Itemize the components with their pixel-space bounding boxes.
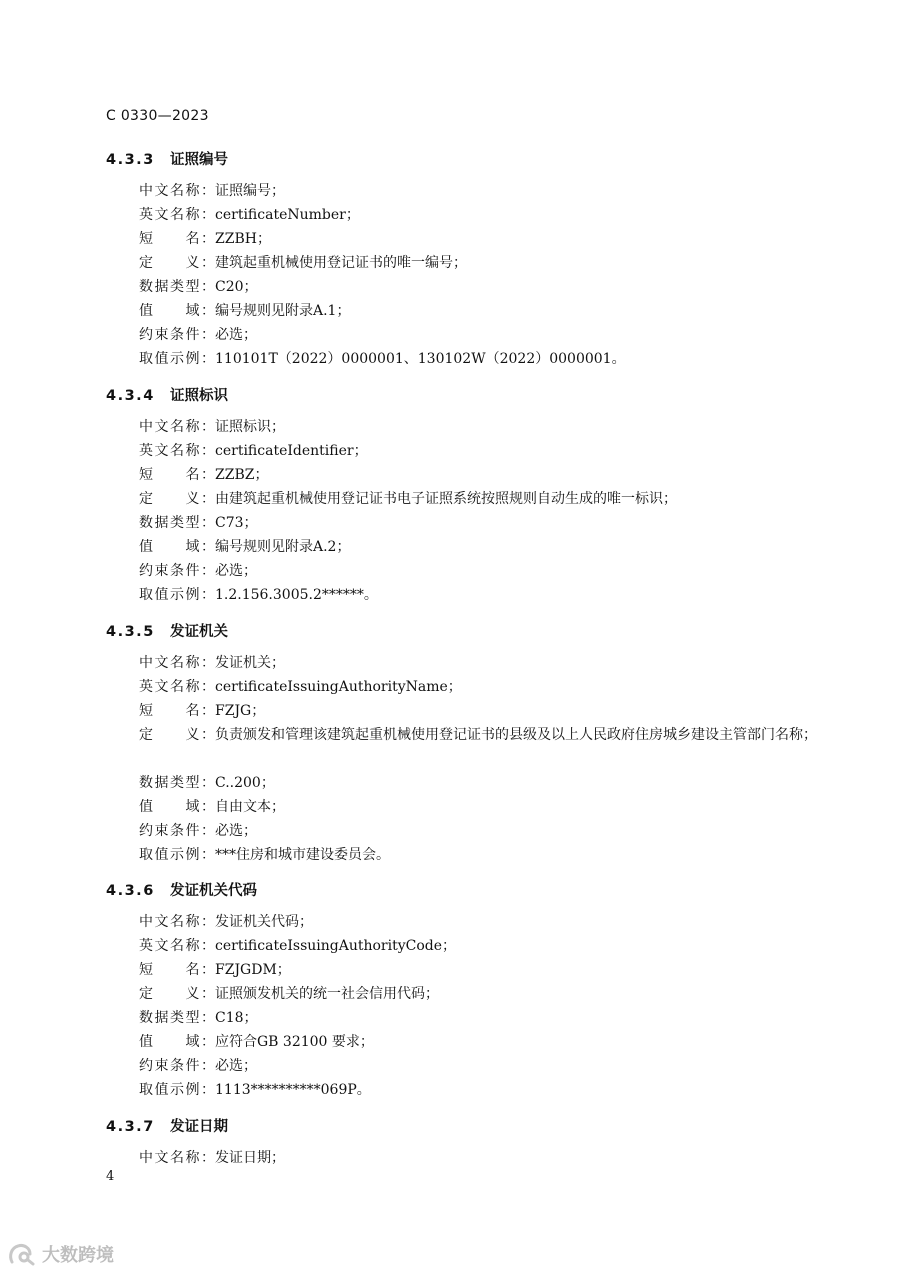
field-value: ZZBZ； xyxy=(215,467,269,483)
field-value: 必选； xyxy=(215,563,257,579)
section-number: 4.3.7 xyxy=(106,1119,155,1135)
field-label: 取值示例： xyxy=(139,1082,215,1098)
field-label: 中文名称： xyxy=(139,1150,215,1166)
field-value: 建筑起重机械使用登记证书的唯一编号； xyxy=(215,255,467,271)
field-value: FZJG； xyxy=(215,703,266,719)
field-label: 值 域： xyxy=(139,539,215,555)
field-value: C18； xyxy=(215,1010,258,1026)
section-title: 发证日期 xyxy=(170,1119,228,1135)
field-value: 编号规则见附录A.2； xyxy=(215,539,351,555)
field-label: 数据类型： xyxy=(139,1010,215,1026)
field-label: 短 名： xyxy=(139,962,215,978)
section-number: 4.3.4 xyxy=(106,388,155,404)
field-label: 英文名称： xyxy=(139,679,215,695)
field-value: C73； xyxy=(215,515,258,531)
field-value: 证照编号； xyxy=(215,183,285,199)
field-chinese-name xyxy=(139,180,829,203)
field-value: 必选； xyxy=(215,823,257,839)
field-label: 英文名称： xyxy=(139,938,215,954)
field-label: 数据类型： xyxy=(139,279,215,295)
field-constraint xyxy=(139,560,829,583)
field-label: 英文名称： xyxy=(139,443,215,459)
field-value: 发证日期； xyxy=(215,1150,285,1166)
field-label: 定 义： xyxy=(139,255,215,271)
field-label: 值 域： xyxy=(139,303,215,319)
field-label: 数据类型： xyxy=(139,775,215,791)
field-chinese-name xyxy=(139,652,829,675)
field-value: ZZBH； xyxy=(215,231,271,247)
field-value: certificateIssuingAuthorityName； xyxy=(215,679,462,695)
field-value: FZJGDM； xyxy=(215,962,291,978)
section-number: 4.3.5 xyxy=(106,624,155,640)
field-label: 约束条件： xyxy=(139,563,215,579)
watermark-text: 大数跨境 xyxy=(42,1245,114,1266)
section-title: 证照标识 xyxy=(170,388,228,404)
field-english-name xyxy=(139,935,829,958)
field-label: 数据类型： xyxy=(139,515,215,531)
field-value: 编号规则见附录A.1； xyxy=(215,303,351,319)
field-value: 110101T（2022）0000001、130102W（2022）0000001。 xyxy=(215,351,626,367)
field-chinese-name xyxy=(139,1147,829,1170)
field-label: 约束条件： xyxy=(139,823,215,839)
field-short-name xyxy=(139,464,829,487)
field-example xyxy=(139,1079,829,1102)
field-label: 英文名称： xyxy=(139,207,215,223)
field-label: 短 名： xyxy=(139,467,215,483)
brand-logo-icon xyxy=(8,1242,36,1266)
field-value: certificateIssuingAuthorityCode； xyxy=(215,938,457,954)
field-label: 中文名称： xyxy=(139,655,215,671)
field-short-name xyxy=(139,959,829,982)
field-english-name xyxy=(139,440,829,463)
field-value: C20； xyxy=(215,279,258,295)
field-data-type xyxy=(139,276,829,299)
field-label: 短 名： xyxy=(139,231,215,247)
field-value: ***住房和城市建设委员会。 xyxy=(215,847,390,863)
field-label: 中文名称： xyxy=(139,914,215,930)
field-value: 1.2.156.3005.2******。 xyxy=(215,587,378,603)
field-data-type xyxy=(139,512,829,535)
field-value: 证照标识； xyxy=(215,419,285,435)
field-chinese-name xyxy=(139,911,829,934)
field-definition xyxy=(139,252,829,275)
section-title: 发证机关 xyxy=(170,624,228,640)
field-value-domain xyxy=(139,536,829,559)
section-title: 发证机关代码 xyxy=(170,883,257,899)
field-label: 中文名称： xyxy=(139,183,215,199)
field-constraint xyxy=(139,324,829,347)
section-heading xyxy=(106,620,228,641)
field-label: 定 义： xyxy=(139,986,215,1002)
field-label: 取值示例： xyxy=(139,587,215,603)
field-example xyxy=(139,348,829,371)
field-short-name xyxy=(139,228,829,251)
field-data-type xyxy=(139,772,829,795)
field-value: 应符合GB 32100 要求； xyxy=(215,1034,374,1050)
page-number: 4 xyxy=(106,1169,115,1184)
field-value: certificateIdentifier； xyxy=(215,443,368,459)
field-english-name xyxy=(139,204,829,227)
field-label: 值 域： xyxy=(139,1034,215,1050)
field-value: 必选； xyxy=(215,1058,257,1074)
field-value: certificateNumber； xyxy=(215,207,360,223)
field-label: 定 义： xyxy=(139,727,215,743)
field-label: 中文名称： xyxy=(139,419,215,435)
field-constraint xyxy=(139,1055,829,1078)
section-number: 4.3.6 xyxy=(106,883,155,899)
field-value-domain xyxy=(139,796,829,819)
field-example xyxy=(139,584,829,607)
section-number: 4.3.3 xyxy=(106,152,155,168)
field-value: 1113**********069P。 xyxy=(215,1082,371,1098)
field-chinese-name xyxy=(139,416,829,439)
field-value: 证照颁发机关的统一社会信用代码； xyxy=(215,986,439,1002)
field-value-domain xyxy=(139,1031,829,1054)
field-label: 定 义： xyxy=(139,491,215,507)
field-value: 自由文本； xyxy=(215,799,285,815)
field-label: 取值示例： xyxy=(139,351,215,367)
field-value-domain xyxy=(139,300,829,323)
field-example xyxy=(139,844,829,867)
field-value: 负责颁发和管理该建筑起重机械使用登记证书的县级及以上人民政府住房城乡建设主管部门名称； xyxy=(215,727,817,743)
field-label: 约束条件： xyxy=(139,1058,215,1074)
field-definition xyxy=(139,724,829,747)
field-label: 取值示例： xyxy=(139,847,215,863)
field-value: 必选； xyxy=(215,327,257,343)
section-heading xyxy=(106,879,257,900)
section-title: 证照编号 xyxy=(170,152,228,168)
section-heading xyxy=(106,1115,228,1136)
field-value: 发证机关； xyxy=(215,655,285,671)
field-value: C..200； xyxy=(215,775,275,791)
section-heading xyxy=(106,384,228,405)
field-label: 约束条件： xyxy=(139,327,215,343)
field-value: 由建筑起重机械使用登记证书电子证照系统按照规则自动生成的唯一标识； xyxy=(215,491,677,507)
field-label: 值 域： xyxy=(139,799,215,815)
watermark xyxy=(8,1241,114,1267)
field-constraint xyxy=(139,820,829,843)
field-label: 短 名： xyxy=(139,703,215,719)
field-english-name xyxy=(139,676,829,699)
section-heading xyxy=(106,148,228,169)
field-short-name xyxy=(139,700,829,723)
field-definition xyxy=(139,983,829,1006)
field-data-type xyxy=(139,1007,829,1030)
field-definition xyxy=(139,488,829,511)
document-code: C 0330—2023 xyxy=(106,108,209,124)
field-value: 发证机关代码； xyxy=(215,914,313,930)
